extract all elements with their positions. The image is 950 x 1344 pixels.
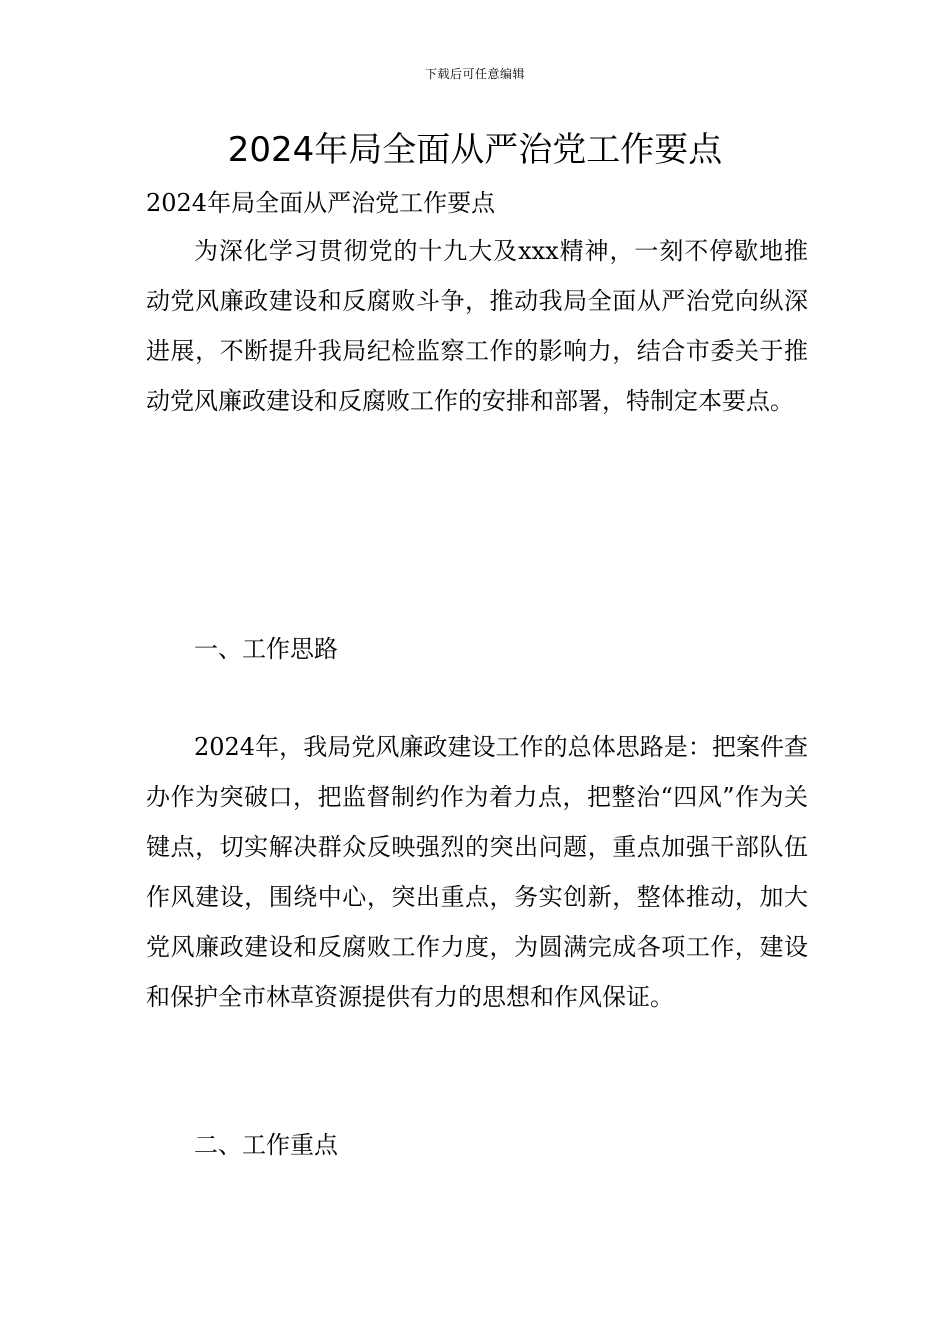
section-body-work-approach: 2024年，我局党风廉政建设工作的总体思路是：把案件查办作为突破口，把监督制约作为着力点，把整治“四风”作为关键点，切实解决群众反映强烈的突出问题，重点加强干部队伍作风建设，围绕中心，突出重点，务实创新，整体推动，加大党风廉政建设和反腐败工作力度，为圆满完成各项工作，建设和保护全市林草资源提供有力的思想和作风保证。 [146,733,808,1011]
document-subtitle: 2024年局全面从严治党工作要点 [146,189,496,217]
page-header-note: 下载后可任意编辑 [424,67,525,81]
section-heading-work-approach: 一、工作思路 [194,635,338,663]
intro-paragraph: 为深化学习贯彻党的十九大及xxx精神，一刻不停歇地推动党风廉政建设和反腐败斗争，推动我局全面从严治党向纵深进展，不断提升我局纪检监察工作的影响力，结合市委关于推动党风廉政建设和反腐败工作的安排和部署，特制定本要点。 [146,237,808,415]
document-title: 2024年局全面从严治党工作要点 [227,130,723,170]
section-heading-work-focus: 二、工作重点 [194,1131,338,1159]
